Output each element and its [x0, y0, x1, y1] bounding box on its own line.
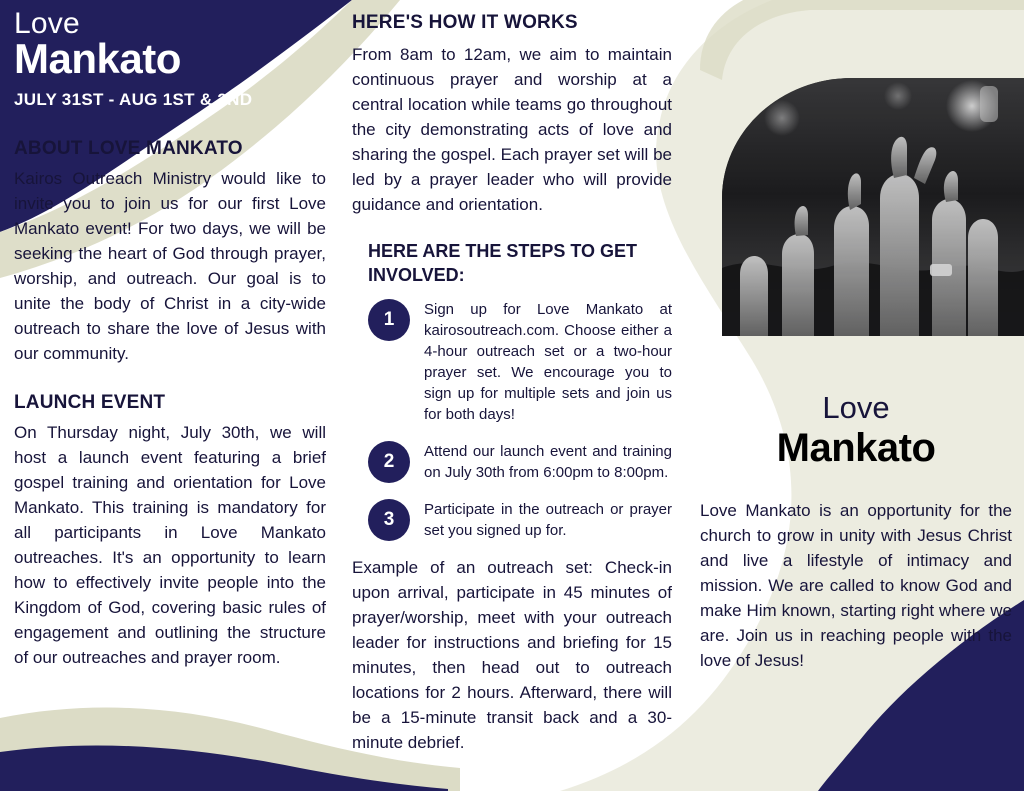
right-brand-love: Love	[822, 390, 890, 425]
right-body-text: Love Mankato is an opportunity for the church to grow in unity with Jesus Christ and live a lifestyle of intimacy and mission. We are called to know God and make Him known, starting right where we are. Join us in reaching people with the love of Jesus!	[700, 501, 1012, 670]
step-text: Attend our launch event and training on July 30th from 6:00pm to 8:00pm.	[424, 443, 672, 481]
left-column	[14, 0, 326, 791]
step-item	[352, 439, 672, 483]
photo-graphic	[722, 78, 1024, 336]
launch-body: On Thursday night, July 30th, we will host a launch event featuring a brief gospel training and orientation for Love Mankato. This training is mandatory for all participants in Love Mankato outreaches. It's an opportunity to learn how to effectively invite people into the Kingdom of God, covering basic rules of engagement and outlining the structure of our outreaches and prayer room.	[14, 422, 326, 667]
brand-love-text: Love	[14, 7, 80, 40]
step-text: Participate in the outreach or prayer set you signed up for.	[424, 501, 672, 539]
step-text: Sign up for Love Mankato at kairosoutreach.com. Choose either a 4-hour outreach set or a two-hour prayer set. We encourage you to sign up for multiple sets and join us for both days!	[424, 301, 672, 423]
example-body: Example of an outreach set: Check-in upon arrival, participate in 45 minutes of prayer/worship, meet with your outreach leader for instructions and briefing for 15 minutes, then head out to outreach locations for 2 hours. Afterward, there will be a 15-minute transit back and a 30-minute debrief.	[352, 558, 672, 752]
event-dates: JULY 31ST - AUG 1ST & 2ND	[14, 89, 253, 109]
about-section	[14, 138, 326, 366]
how-it-works-body: From 8am to 12am, we aim to maintain continuous prayer and worship at a central location while teams go throughout the city demonstrating acts of love and sharing the gospel. Each prayer set will be led by a prayer leader who will provide guidance and orientation.	[352, 45, 672, 214]
brand-mankato-text: Mankato	[14, 34, 181, 82]
step-number-badge: 2	[368, 441, 410, 483]
step-number-badge: 3	[368, 499, 410, 541]
how-it-works-heading: HERE'S HOW IT WORKS	[352, 12, 578, 33]
right-brand-mankato: Mankato	[776, 425, 936, 470]
about-heading: ABOUT LOVE MANKATO	[14, 137, 243, 159]
launch-section	[14, 392, 326, 670]
right-brand	[700, 392, 1012, 469]
launch-heading: LAUNCH EVENT	[14, 391, 166, 413]
steps-heading: HERE ARE THE STEPS TO GET INVOLVED:	[368, 241, 638, 285]
about-body: Kairos Outreach Ministry would like to invite you to join us for our first Love Mankato event! For two days, we will be seeking the heart of God through prayer, worship, and outreach. Our goal is to unite the body of Christ in a city-wide outreach to share the love of Jesus with our community.	[14, 168, 326, 363]
step-item	[352, 297, 672, 425]
step-item	[352, 497, 672, 541]
step-number-badge: 1	[368, 299, 410, 341]
middle-column	[352, 0, 672, 791]
raised-hands-photo	[722, 78, 1024, 336]
